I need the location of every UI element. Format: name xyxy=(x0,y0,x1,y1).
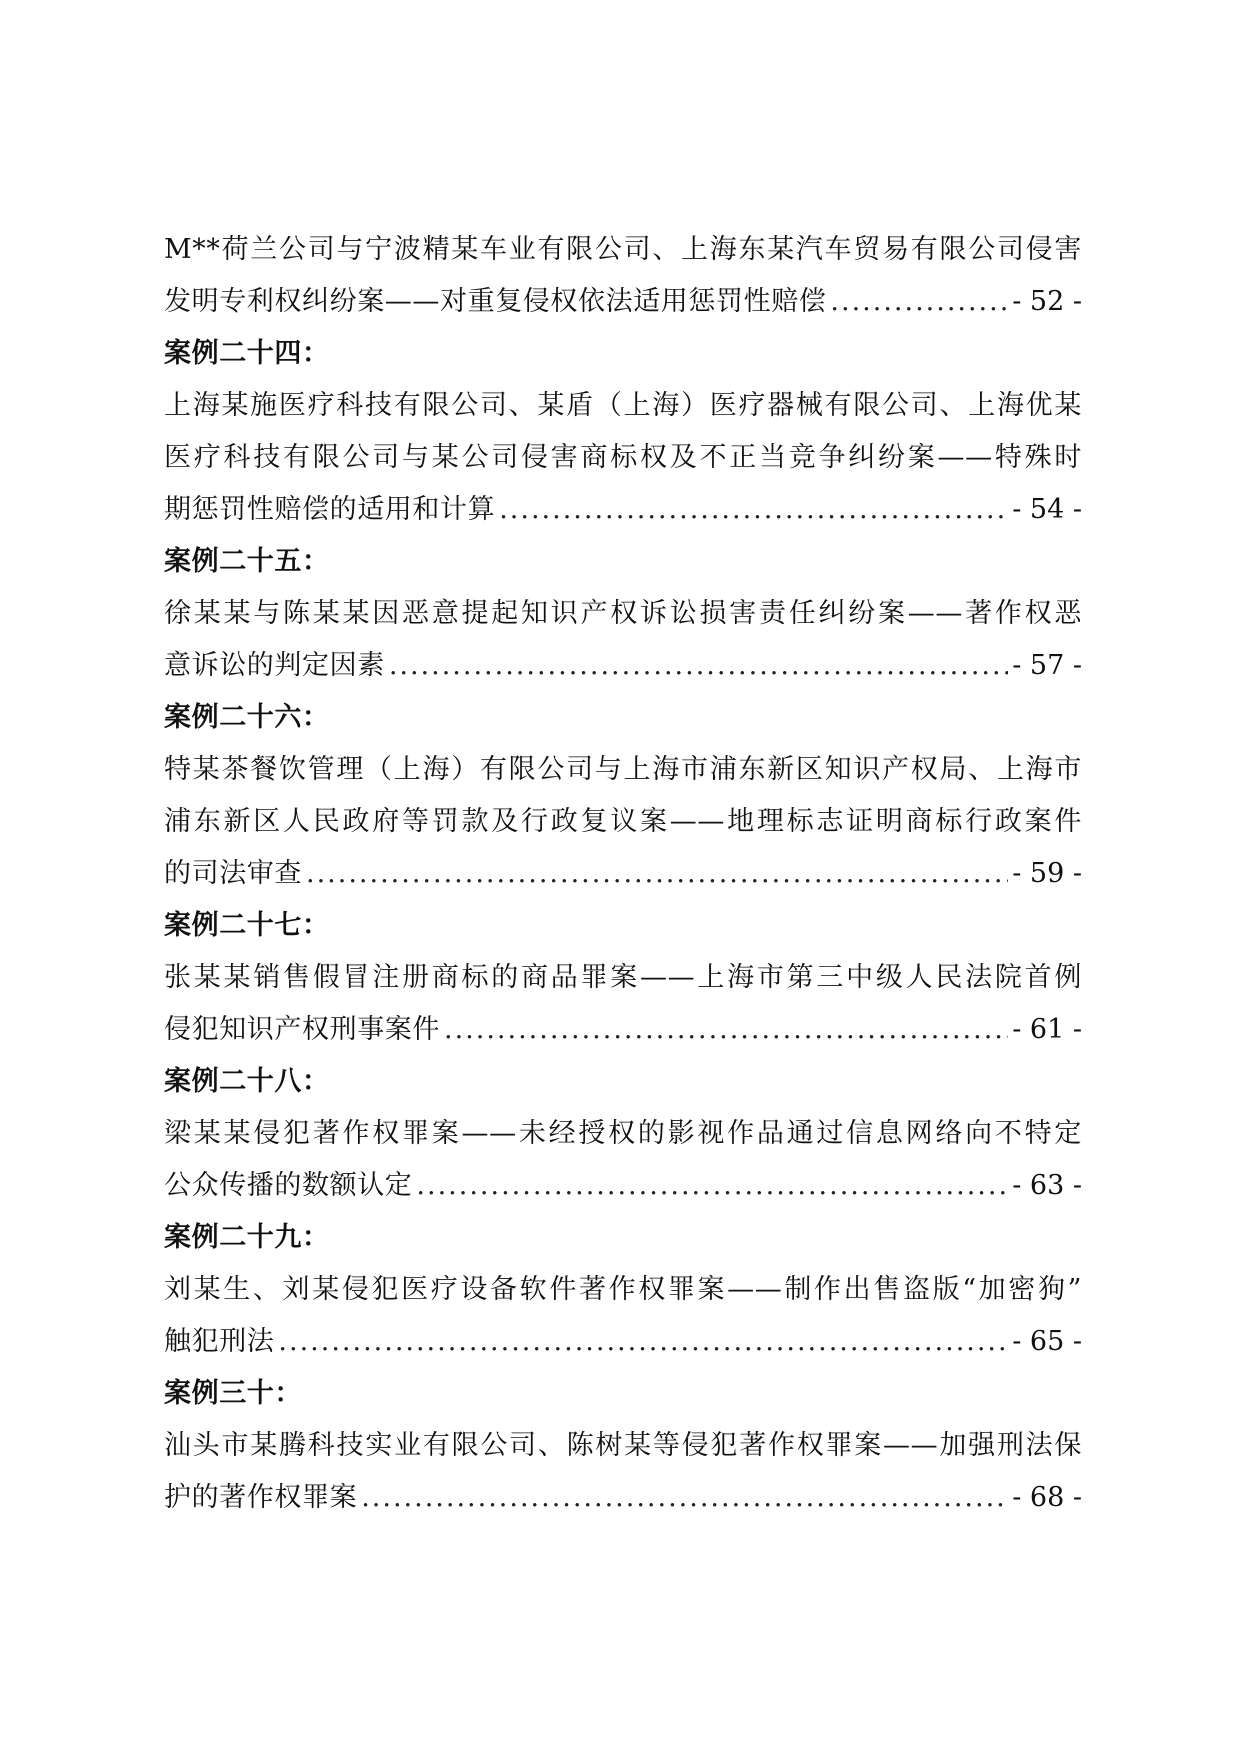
dot-leader xyxy=(389,640,1008,692)
dot-leader xyxy=(444,1004,1008,1056)
toc-entry-line: 汕头市某腾科技实业有限公司、陈树某等侵犯著作权罪案——加强刑法保 xyxy=(164,1430,1082,1461)
toc-entry-line: 的司法审查 xyxy=(164,858,302,889)
case-heading: 案例三十： xyxy=(164,1378,302,1409)
page-number: - 65 - xyxy=(1012,1326,1082,1357)
case-heading: 案例二十六： xyxy=(164,702,330,733)
toc-entry xyxy=(164,900,1082,1056)
toc-entry-line: 意诉讼的判定因素 xyxy=(164,650,385,681)
toc-entry xyxy=(164,536,1082,692)
toc-entry-line: 期惩罚性赔偿的适用和计算 xyxy=(164,494,496,525)
dot-leader xyxy=(830,276,1008,328)
toc-entry xyxy=(164,1056,1082,1212)
page-number: - 68 - xyxy=(1012,1482,1082,1513)
toc-entry-line: 护的著作权罪案 xyxy=(164,1482,358,1513)
toc-entry-line: 上海某施医疗科技有限公司、某盾（上海）医疗器械有限公司、上海优某 xyxy=(164,390,1082,421)
toc-entry-line: 梁某某侵犯著作权罪案——未经授权的影视作品通过信息网络向不特定 xyxy=(164,1118,1082,1149)
page-number: - 52 - xyxy=(1012,286,1082,317)
page-number: - 61 - xyxy=(1012,1014,1082,1045)
toc-entry-line: 刘某生、刘某侵犯医疗设备软件著作权罪案——制作出售盗版“加密狗” xyxy=(164,1274,1082,1305)
toc-entry xyxy=(164,1212,1082,1368)
page-number: - 57 - xyxy=(1012,650,1082,681)
toc-entry xyxy=(164,1368,1082,1524)
dot-leader xyxy=(499,484,1008,536)
toc-entry-link[interactable] xyxy=(164,640,1082,692)
toc-entry-line: 公众传播的数额认定 xyxy=(164,1170,413,1201)
toc-entry-link[interactable] xyxy=(164,484,1082,536)
page-number: - 54 - xyxy=(1012,494,1082,525)
toc-entry-line: 侵犯知识产权刑事案件 xyxy=(164,1014,440,1045)
toc-entry-link[interactable] xyxy=(164,276,1082,328)
toc-entry-line: 张某某销售假冒注册商标的商品罪案——上海市第三中级人民法院首例 xyxy=(164,962,1082,993)
page-number: - 63 - xyxy=(1012,1170,1082,1201)
dot-leader xyxy=(278,1316,1008,1368)
case-heading: 案例二十四： xyxy=(164,338,330,369)
toc-entry xyxy=(164,224,1082,328)
toc-entry-line: 发明专利权纠纷案——对重复侵权依法适用惩罚性赔偿 xyxy=(164,286,827,317)
toc-entry-link[interactable] xyxy=(164,848,1082,900)
toc-entry-line: 医疗科技有限公司与某公司侵害商标权及不正当竞争纠纷案——特殊时 xyxy=(164,442,1082,473)
toc-page xyxy=(164,224,1082,1524)
toc-entry-link[interactable] xyxy=(164,1472,1082,1524)
dot-leader xyxy=(361,1472,1008,1524)
toc-entry-line: M**荷兰公司与宁波精某车业有限公司、上海东某汽车贸易有限公司侵害 xyxy=(164,234,1082,265)
toc-entry-link[interactable] xyxy=(164,1316,1082,1368)
toc-entry xyxy=(164,692,1082,900)
toc-entry-link[interactable] xyxy=(164,1004,1082,1056)
case-heading: 案例二十五： xyxy=(164,546,330,577)
dot-leader xyxy=(416,1160,1008,1212)
case-heading: 案例二十七： xyxy=(164,910,330,941)
toc-entry-line: 徐某某与陈某某因恶意提起知识产权诉讼损害责任纠纷案——著作权恶 xyxy=(164,598,1082,629)
dot-leader xyxy=(306,848,1008,900)
toc-entry-line: 特某茶餐饮管理（上海）有限公司与上海市浦东新区知识产权局、上海市 xyxy=(164,754,1082,785)
case-heading: 案例二十八： xyxy=(164,1066,330,1097)
case-heading: 案例二十九： xyxy=(164,1222,330,1253)
toc-entry xyxy=(164,328,1082,536)
toc-entry-line: 浦东新区人民政府等罚款及行政复议案——地理标志证明商标行政案件 xyxy=(164,806,1082,837)
toc-entry-line: 触犯刑法 xyxy=(164,1326,275,1357)
page-number: - 59 - xyxy=(1012,858,1082,889)
toc-entry-link[interactable] xyxy=(164,1160,1082,1212)
table-of-contents xyxy=(164,224,1082,1524)
